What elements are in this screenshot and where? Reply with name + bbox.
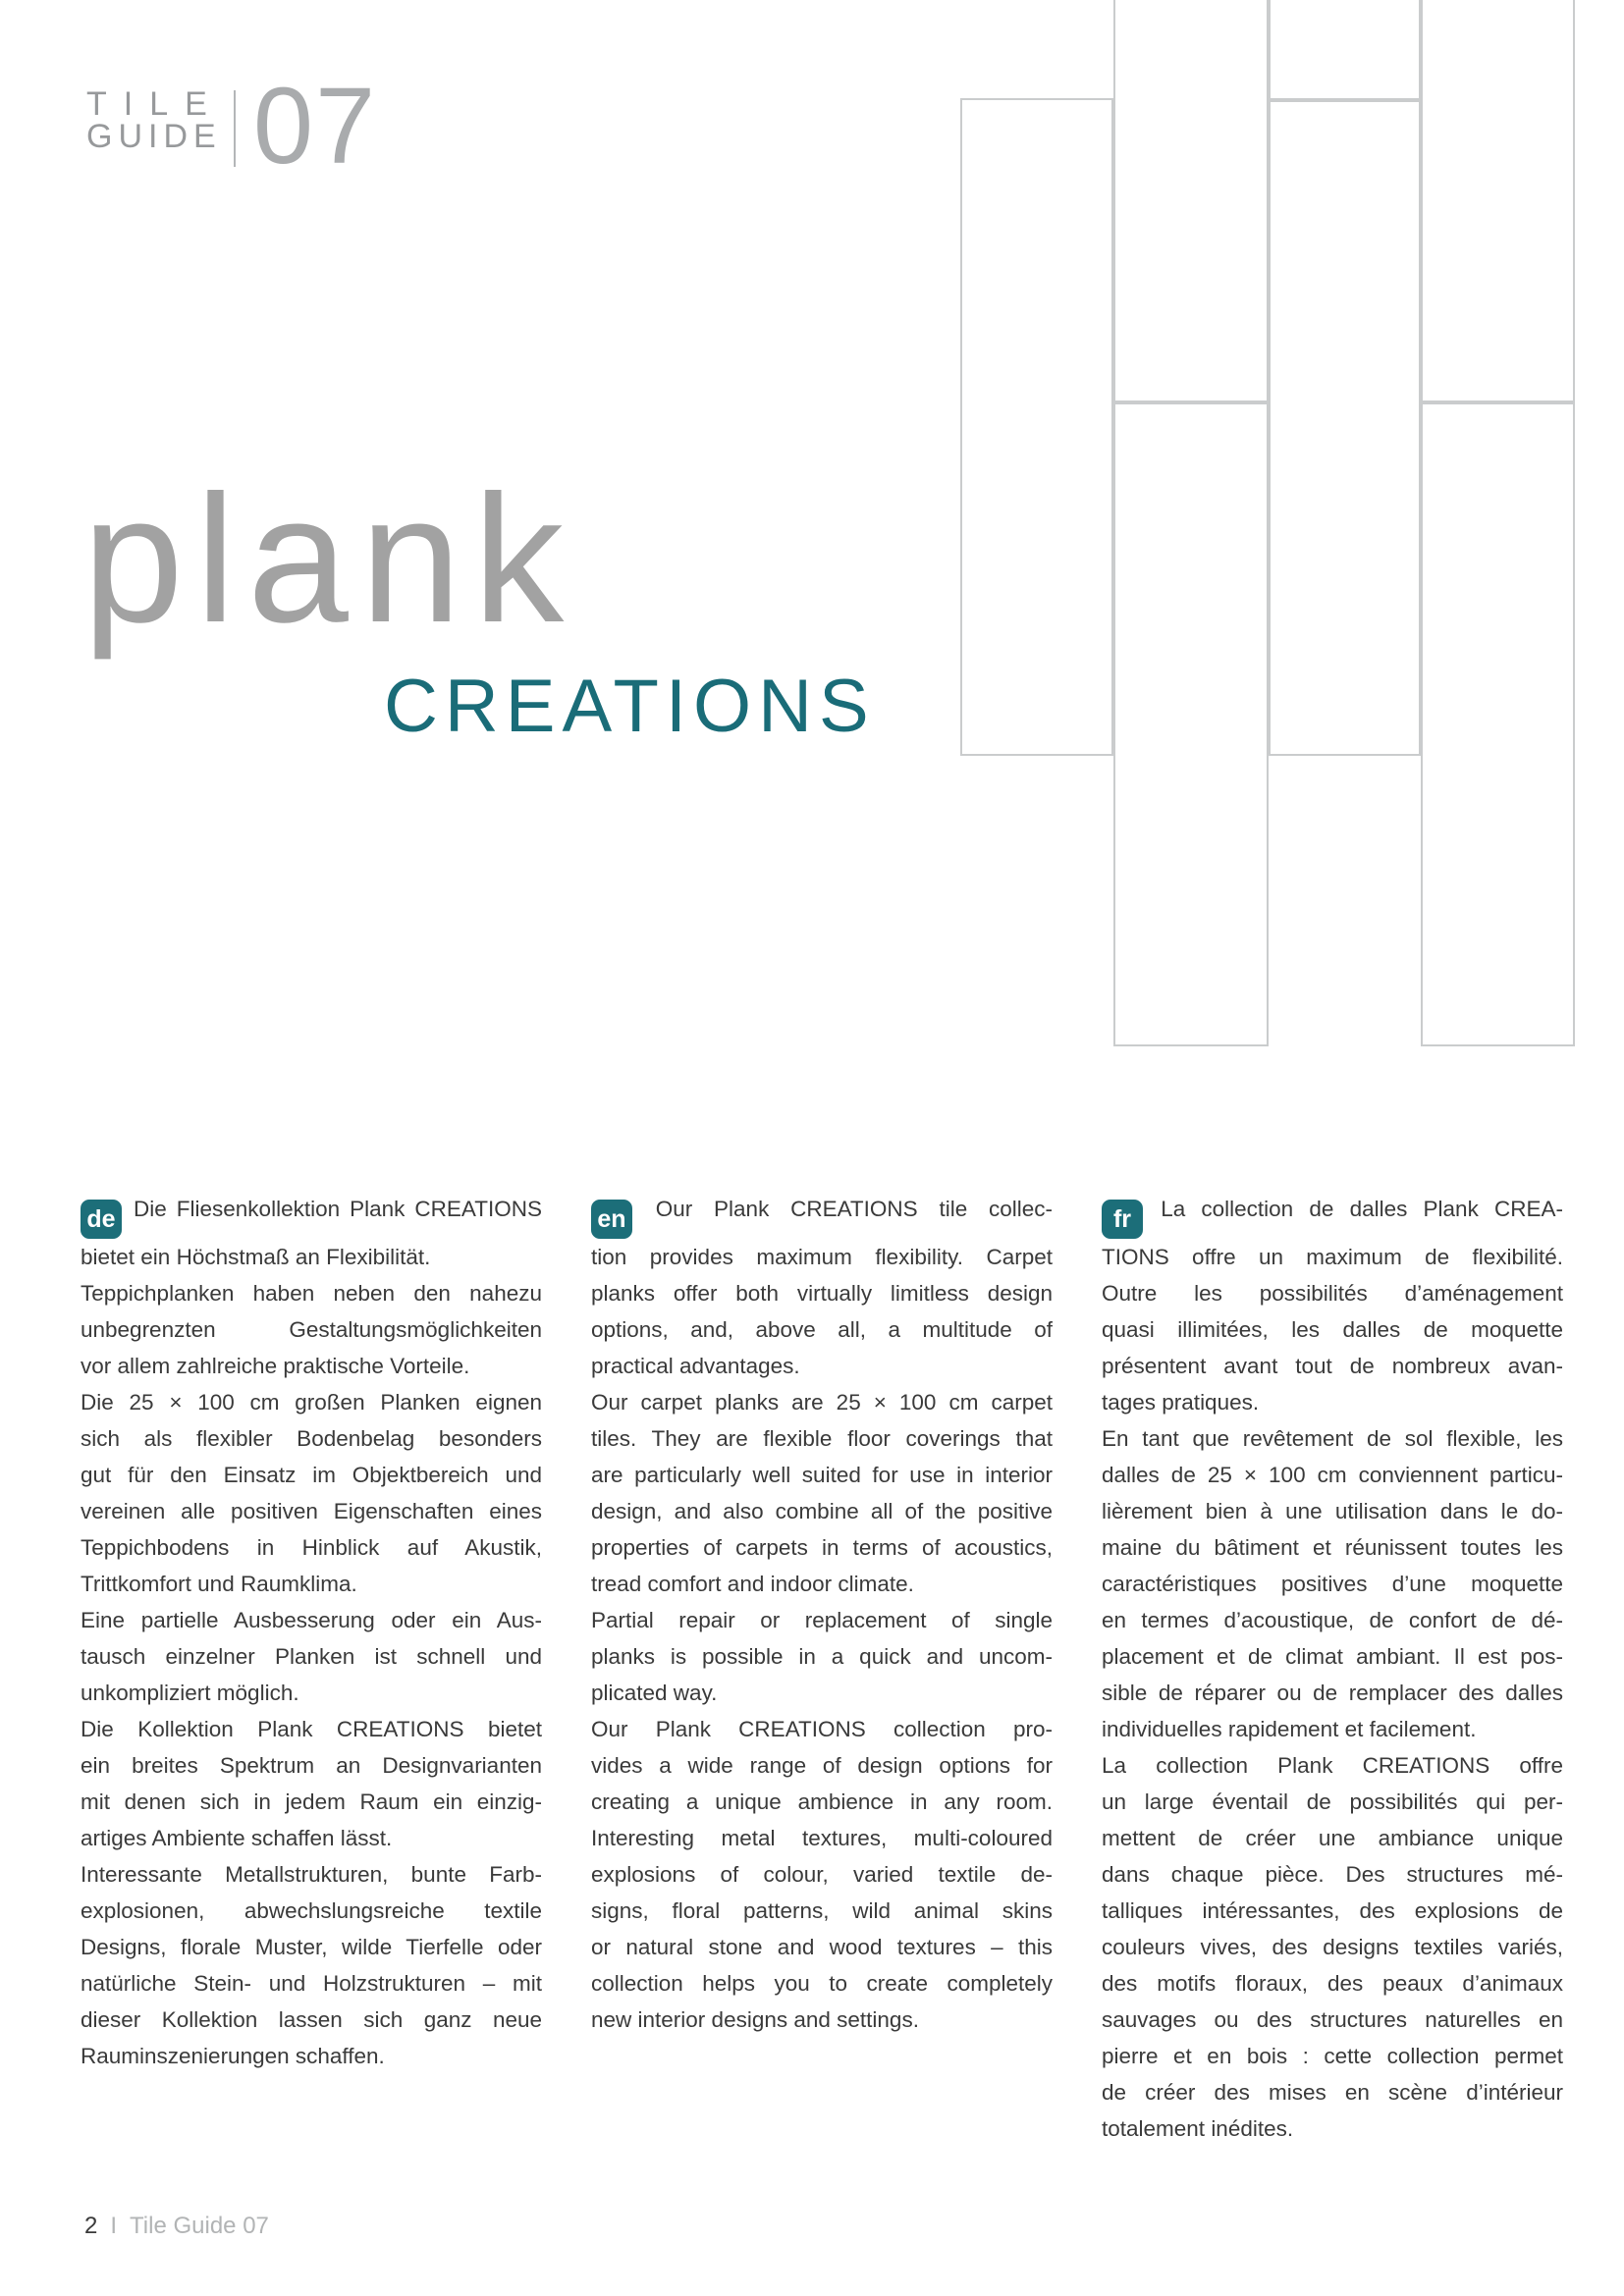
footer-label: Tile Guide 07 xyxy=(130,2213,269,2239)
text-line: couleurs vives, des designs textiles variés, xyxy=(1102,1935,1563,1959)
text-line: Partial repair or replacement of single xyxy=(591,1608,1053,1632)
footer-separator: I xyxy=(110,2213,118,2239)
text-line: tread comfort and indoor climate. xyxy=(591,1572,914,1596)
text-line: planks offer both virtually limitless design xyxy=(591,1281,1053,1306)
text-line: sauvages ou des structures naturelles en xyxy=(1102,2007,1563,2032)
text-line: un large éventail de possibilités qui per- xyxy=(1102,1789,1563,1814)
text-column-de xyxy=(81,1191,542,2074)
text-column-fr xyxy=(1102,1191,1563,2147)
text-line: tages pratiques. xyxy=(1102,1390,1260,1415)
text-line: dans chaque pièce. Des structures mé- xyxy=(1102,1862,1563,1887)
text-line: Trittkomfort und Raumklima. xyxy=(81,1572,357,1596)
text-line: signs, floral patterns, wild animal skins xyxy=(591,1898,1053,1923)
text-line: Teppichplanken haben neben den nahezu xyxy=(81,1281,542,1306)
text-line: unkompliziert möglich. xyxy=(81,1681,299,1705)
text-line: En tant que revêtement de sol flexible, les xyxy=(1102,1426,1563,1451)
text-line: planks is possible in a quick and uncom- xyxy=(591,1644,1053,1669)
text-line: tausch einzelner Planken ist schnell und xyxy=(81,1644,542,1669)
text-line: de Die Fliesenkollektion Plank CREATIONS xyxy=(81,1191,542,1239)
text-line: dalles de 25 × 100 cm conviennent particu- xyxy=(1102,1463,1563,1487)
text-line: dieser Kollektion lassen sich ganz neue xyxy=(81,2007,542,2032)
text-line: plicated way. xyxy=(591,1681,718,1705)
text-line: maine du bâtiment et réunissent toutes les xyxy=(1102,1535,1563,1560)
text-line: sich als flexibler Bodenbelag besonders xyxy=(81,1426,542,1451)
text-line: totalement inédites. xyxy=(1102,2116,1294,2141)
text-line: Eine partielle Ausbesserung oder ein Aus- xyxy=(81,1608,542,1632)
text-line: Designs, florale Muster, wilde Tierfelle oder xyxy=(81,1935,542,1959)
text-line: explosions of colour, varied textile de- xyxy=(591,1862,1053,1887)
text-line: tiles. They are flexible floor coverings that xyxy=(591,1426,1053,1451)
text-line: vereinen alle positiven Eigenschaften eines xyxy=(81,1499,542,1523)
text-line: caractéristiques positives d’une moquette xyxy=(1102,1572,1563,1596)
text-line: properties of carpets in terms of acoustics, xyxy=(591,1535,1053,1560)
issue-number: 07 xyxy=(252,66,378,187)
text-line: Die 25 × 100 cm großen Planken eignen xyxy=(81,1390,542,1415)
text-line: TIONS offre un maximum de flexibilité. xyxy=(1102,1245,1563,1269)
text-line: ein breites Spektrum an Designvarianten xyxy=(81,1753,542,1778)
text-line: collection helps you to create completely xyxy=(591,1971,1053,1996)
page-subtitle: CREATIONS xyxy=(384,665,876,748)
text-line: placement et de climat ambiant. Il est pos- xyxy=(1102,1644,1563,1669)
lang-badge-en: en xyxy=(591,1200,632,1239)
text-line: vides a wide range of design options for xyxy=(591,1753,1053,1778)
text-line: artiges Ambiente schaffen lässt. xyxy=(81,1826,393,1850)
text-line: mit denen sich in jedem Raum ein einzig- xyxy=(81,1789,542,1814)
text-line: new interior designs and settings. xyxy=(591,2007,919,2032)
text-line: natürliche Stein- und Holzstrukturen – mit xyxy=(81,1971,542,1996)
text-line: Outre les possibilités d’aménagement xyxy=(1102,1281,1563,1306)
page-title: plank xyxy=(82,458,576,661)
text-line: creating a unique ambience in any room. xyxy=(591,1789,1053,1814)
text-line: en termes d’acoustique, de confort de dé- xyxy=(1102,1608,1563,1632)
lang-badge-de: de xyxy=(81,1200,122,1239)
text-line: Our carpet planks are 25 × 100 cm carpet xyxy=(591,1390,1053,1415)
text-line: Interessante Metallstrukturen, bunte Farb- xyxy=(81,1862,542,1887)
text-line: design, and also combine all of the positive xyxy=(591,1499,1053,1523)
text-line: La collection Plank CREATIONS offre xyxy=(1102,1753,1563,1778)
text-line: tion provides maximum flexibility. Carpet xyxy=(591,1245,1053,1269)
text-line: options, and, above all, a multitude of xyxy=(591,1317,1053,1342)
text-line: quasi illimitées, les dalles de moquette xyxy=(1102,1317,1563,1342)
text-line: practical advantages. xyxy=(591,1354,800,1378)
text-line: Interesting metal textures, multi-coloured xyxy=(591,1826,1053,1850)
brand-line-guide: GUIDE xyxy=(86,118,222,155)
text-line: pierre et en bois : cette collection permet xyxy=(1102,2044,1563,2068)
text-line: unbegrenzten Gestaltungsmöglichkeiten xyxy=(81,1317,542,1342)
text-line: des motifs floraux, des peaux d’animaux xyxy=(1102,1971,1563,1996)
text-line: en Our Plank CREATIONS tile collec- xyxy=(591,1191,1053,1239)
text-line: Rauminszenierungen schaffen. xyxy=(81,2044,385,2068)
text-line: gut für den Einsatz im Objektbereich und xyxy=(81,1463,542,1487)
text-line: or natural stone and wood textures – this xyxy=(591,1935,1053,1959)
page-footer xyxy=(84,2213,269,2240)
text-line: présentent avant tout de nombreux avan- xyxy=(1102,1354,1563,1378)
text-line: are particularly well suited for use in interior xyxy=(591,1463,1053,1487)
text-line: bietet ein Höchstmaß an Flexibilität. xyxy=(81,1245,431,1269)
text-line: explosionen, abwechslungsreiche textile xyxy=(81,1898,542,1923)
brand-line-tile: TILE xyxy=(86,85,224,123)
text-line: talliques intéressantes, des explosions de xyxy=(1102,1898,1563,1923)
text-line: vor allem zahlreiche praktische Vorteile. xyxy=(81,1354,470,1378)
text-line: Teppichbodens in Hinblick auf Akustik, xyxy=(81,1535,542,1560)
text-column-en xyxy=(591,1191,1053,2038)
text-line: lièrement bien à une utilisation dans le do- xyxy=(1102,1499,1563,1523)
text-line: individuelles rapidement et facilement. xyxy=(1102,1717,1477,1741)
text-line: Die Kollektion Plank CREATIONS bietet xyxy=(81,1717,542,1741)
text-line: sible de réparer ou de remplacer des dalles xyxy=(1102,1681,1563,1705)
text-line: Our Plank CREATIONS collection pro- xyxy=(591,1717,1053,1741)
text-line: fr La collection de dalles Plank CREA- xyxy=(1102,1191,1563,1239)
footer-page-number: 2 xyxy=(84,2213,98,2239)
text-line: de créer des mises en scène d’intérieur xyxy=(1102,2080,1563,2105)
lang-badge-fr: fr xyxy=(1102,1200,1143,1239)
text-line: mettent de créer une ambiance unique xyxy=(1102,1826,1563,1850)
